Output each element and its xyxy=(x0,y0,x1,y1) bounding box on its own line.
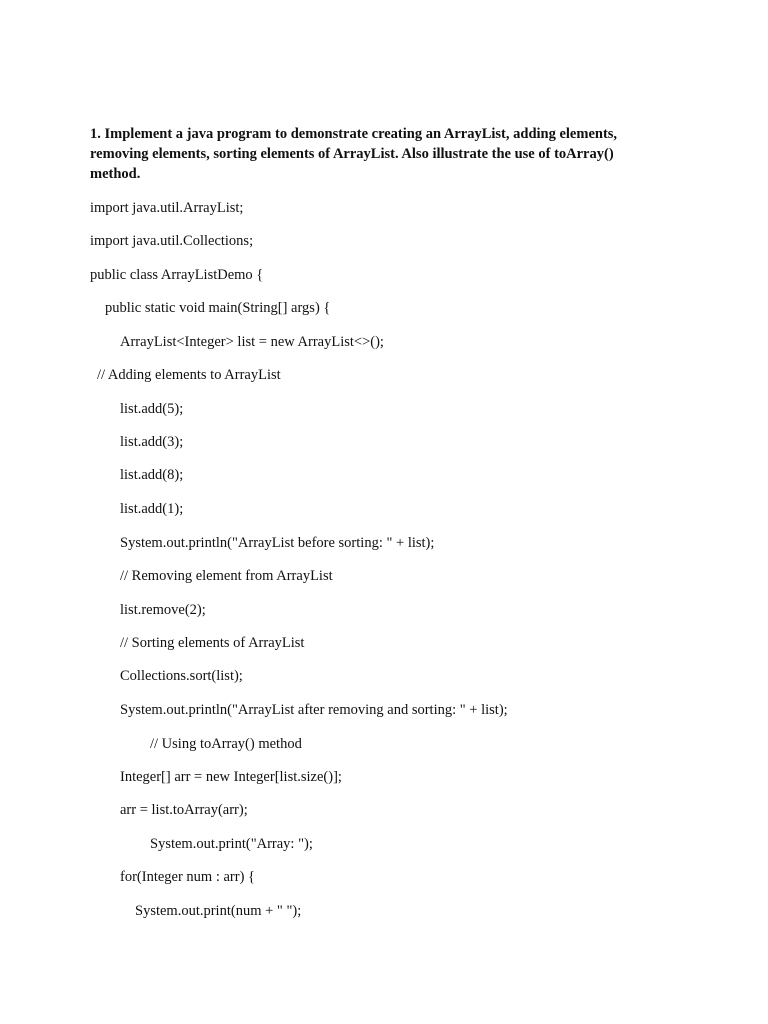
code-line-toarray-call: arr = list.toArray(arr); xyxy=(120,802,248,818)
code-comment-toarray: // Using toArray() method xyxy=(150,736,302,752)
code-line-class-declaration: public class ArrayListDemo { xyxy=(90,267,264,283)
code-line-add-1: list.add(1); xyxy=(120,501,184,517)
code-line-array-declaration: Integer[] arr = new Integer[list.size()]; xyxy=(120,769,342,785)
code-line-list-declaration: ArrayList<Integer> list = new ArrayList<>(); xyxy=(120,334,384,350)
code-comment-removing: // Removing element from ArrayList xyxy=(120,568,333,584)
code-line-main-method: public static void main(String[] args) { xyxy=(105,300,331,316)
code-comment-adding: // Adding elements to ArrayList xyxy=(97,367,281,383)
code-line-remove: list.remove(2); xyxy=(120,602,206,618)
code-comment-sorting: // Sorting elements of ArrayList xyxy=(120,635,305,651)
code-line-sort: Collections.sort(list); xyxy=(120,668,243,684)
code-line-add-5: list.add(5); xyxy=(120,401,184,417)
code-line-print-array-label: System.out.print("Array: "); xyxy=(150,836,313,852)
code-line-for-loop: for(Integer num : arr) { xyxy=(120,869,255,885)
code-line-print-after: System.out.println("ArrayList after removing and sorting: " + list); xyxy=(120,702,508,718)
code-line-import-collections: import java.util.Collections; xyxy=(90,233,254,249)
code-line-import-arraylist: import java.util.ArrayList; xyxy=(90,200,244,216)
code-line-print-before: System.out.println("ArrayList before sorting: " + list); xyxy=(120,535,435,551)
code-line-add-3: list.add(3); xyxy=(120,434,184,450)
code-line-add-8: list.add(8); xyxy=(120,467,184,483)
question-heading: 1. Implement a java program to demonstrate creating an ArrayList, adding elements, removing elements, sorting elements of ArrayList. Also illustrate the use of toArray() method. xyxy=(90,126,618,182)
code-line-print-num: System.out.print(num + " "); xyxy=(135,903,302,919)
